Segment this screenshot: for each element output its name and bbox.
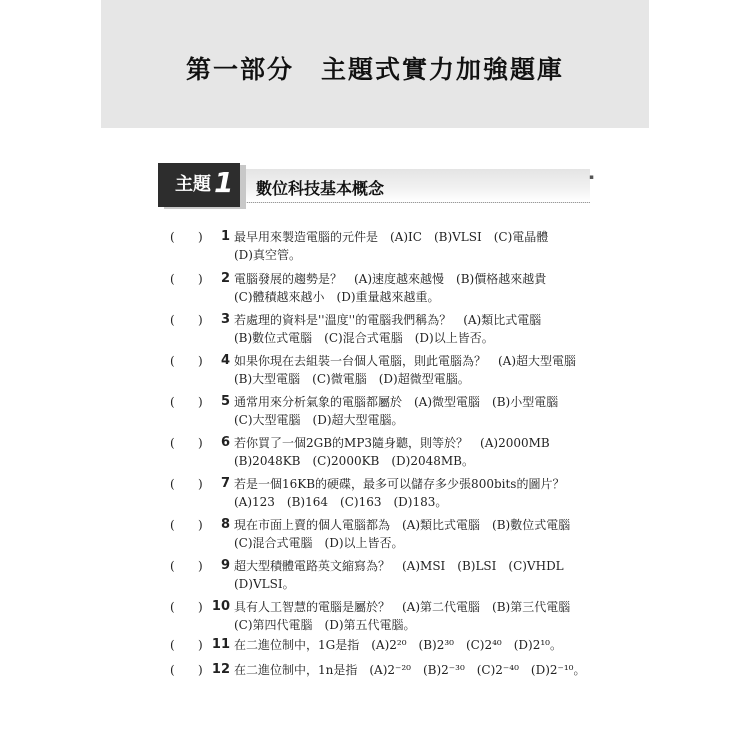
answer-blank-open: ( [170, 638, 175, 652]
question-text [234, 434, 582, 470]
answer-blank-open: ( [170, 395, 175, 409]
answer-blank-open: ( [170, 559, 175, 573]
answer-blank-close: ) [198, 272, 203, 286]
question-number: 5 [220, 394, 230, 409]
answer-blank-close: ) [198, 638, 203, 652]
question-line: (C)體積越來越小 (D)重量越來越重。 [234, 290, 440, 304]
question-text [234, 636, 582, 654]
question-line: (A)123 (B)164 (C)163 (D)183。 [234, 495, 448, 509]
answer-blank-open: ( [170, 313, 175, 327]
question-line: (B)2048KB (C)2000KB (D)2048MB。 [234, 454, 475, 468]
answer-blank-open: ( [170, 354, 175, 368]
answer-blank-close: ) [198, 600, 203, 614]
question-line: 電腦發展的趨勢是？ (A)速度越來越慢 (B)價格越來越貴 [234, 272, 547, 286]
question-line: 在二進位制中，1n是指 (A)2⁻²⁰ (B)2⁻³⁰ (C)2⁻⁴⁰ (D)2⁻¹⁰。 [234, 663, 586, 677]
question-line: 若你買了一個2GB的MP3隨身聽，則等於？ (A)2000MB [234, 436, 550, 450]
answer-blank-close: ) [198, 230, 203, 244]
corner-mark: ▪ [589, 173, 594, 181]
question-line: (C)混合式電腦 (D)以上皆否。 [234, 536, 404, 550]
answer-blank-open: ( [170, 230, 175, 244]
question-text [234, 393, 582, 429]
answer-blank-open: ( [170, 600, 175, 614]
answer-blank-close: ) [198, 354, 203, 368]
answer-blank-close: ) [198, 313, 203, 327]
topic-label: 主題 [158, 163, 240, 207]
question-text [234, 516, 582, 552]
question-text [234, 598, 582, 634]
question-number: 6 [220, 435, 230, 450]
page-title: 第一部分 主題式實力加強題庫 [185, 55, 564, 84]
answer-blank-open: ( [170, 436, 175, 450]
answer-blank-close: ) [198, 436, 203, 450]
question-line: 現在市面上賣的個人電腦都為 (A)類比式電腦 (B)數位式電腦 [234, 518, 571, 532]
question-number: 7 [220, 476, 230, 491]
question-number: 8 [220, 517, 230, 532]
question-number: 2 [220, 271, 230, 286]
topic-heading [158, 163, 594, 207]
question-line: 通常用來分析氣象的電腦都屬於 (A)微型電腦 (B)小型電腦 [234, 395, 559, 409]
question-number: 12 [211, 662, 230, 677]
topic-title: 數位科技基本概念 [256, 179, 385, 198]
question-text [234, 352, 582, 388]
question-line: (D)真空管。 [234, 248, 301, 262]
question-line: (C)大型電腦 (D)超大型電腦。 [234, 413, 404, 427]
question-text [234, 270, 582, 306]
answer-blank-close: ) [198, 518, 203, 532]
question-line: 若處理的資料是''溫度''的電腦我們稱為？ (A)類比式電腦 [234, 313, 542, 327]
question-line: (B)數位式電腦 (C)混合式電腦 (D)以上皆否。 [234, 331, 494, 345]
answer-blank-open: ( [170, 477, 175, 491]
answer-blank-close: ) [198, 663, 203, 677]
header-banner [101, 0, 649, 128]
question-line: (D)VLSI。 [234, 577, 295, 591]
answer-blank-close: ) [198, 559, 203, 573]
topic-number: 1 [214, 166, 234, 199]
question-line: (C)第四代電腦 (D)第五代電腦。 [234, 618, 416, 632]
answer-blank-open: ( [170, 518, 175, 532]
question-number: 10 [211, 599, 230, 614]
answer-blank-close: ) [198, 477, 203, 491]
question-number: 3 [220, 312, 230, 327]
question-text [234, 661, 586, 679]
question-number: 4 [220, 353, 230, 368]
question-line: (B)大型電腦 (C)微電腦 (D)超微型電腦。 [234, 372, 470, 386]
answer-blank-open: ( [170, 272, 175, 286]
question-number: 11 [211, 637, 230, 652]
question-text [234, 475, 582, 511]
answer-blank-close: ) [198, 395, 203, 409]
question-line: 超大型積體電路英文縮寫為？ (A)MSI (B)LSI (C)VHDL [234, 559, 564, 573]
question-number: 1 [220, 229, 230, 244]
question-number: 9 [220, 558, 230, 573]
question-line: 若是一個16KB的硬碟，最多可以儲存多少張800bits的圖片？ [234, 477, 565, 491]
question-text [234, 557, 582, 593]
question-line: 在二進位制中，1G是指 (A)2²⁰ (B)2³⁰ (C)2⁴⁰ (D)2¹⁰。 [234, 638, 562, 652]
question-text [234, 311, 582, 347]
question-line: 如果你現在去組裝一台個人電腦，則此電腦為？ (A)超大型電腦 [234, 354, 577, 368]
question-line: 最早用來製造電腦的元件是 (A)IC (B)VLSI (C)電晶體 [234, 230, 549, 244]
question-text [234, 228, 582, 264]
answer-blank-open: ( [170, 663, 175, 677]
question-line: 具有人工智慧的電腦是屬於？ (A)第二代電腦 (B)第三代電腦 [234, 600, 571, 614]
